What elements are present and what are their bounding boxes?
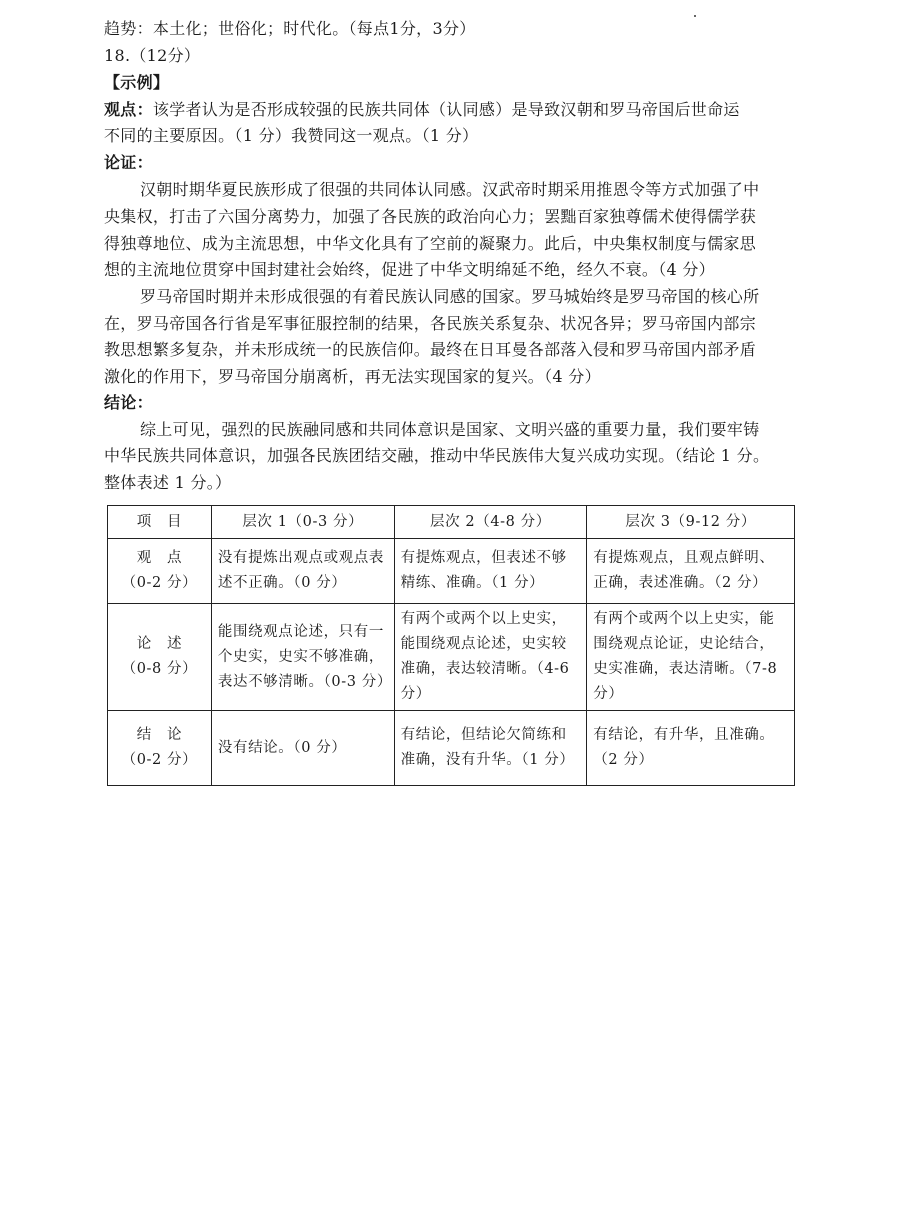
viewpoint-line-2: 不同的主要原因。（1 分）我赞同这一观点。（1 分） <box>104 126 479 145</box>
table-row-conclusion <box>108 711 795 786</box>
row-item-score: （0-8 分） <box>121 661 198 677</box>
example-heading: 【示例】 <box>104 73 170 92</box>
conclusion-line-3: 整体表述 1 分。） <box>104 473 232 492</box>
argument-p1-line-1: 汉朝时期华夏民族形成了很强的共同体认同感。汉武帝时期采用推恩令等方式加强了中 <box>140 180 760 199</box>
row-item-name: 结 论 <box>136 727 183 743</box>
viewpoint-label: 观点： <box>104 100 153 119</box>
conclusion-label: 结论： <box>104 393 153 412</box>
conclusion-line-1: 综上可见，强烈的民族融同感和共同体意识是国家、文明兴盛的重要力量，我们要牢铸 <box>140 420 760 439</box>
cell-argument-level-3: 有两个或两个以上史实，能围绕观点论证，史论结合，史实准确，表达清晰。（7-8 分） <box>587 604 795 711</box>
header-item: 项 目 <box>108 506 212 539</box>
trend-line: 趋势：本土化；世俗化；时代化。（每点1分，3分） <box>104 19 476 38</box>
argument-label: 论证： <box>104 153 153 172</box>
row-item-argument <box>108 604 212 711</box>
row-item-name: 论 述 <box>136 636 183 652</box>
argument-p1-line-2: 央集权，打击了六国分离势力，加强了各民族的政治向心力；罢黜百家独尊儒术使得儒学获 <box>104 207 757 226</box>
header-level-2: 层次 2（4-8 分） <box>394 506 587 539</box>
argument-p2-line-4: 激化的作用下，罗马帝国分崩离析，再无法实现国家的复兴。（4 分） <box>104 367 601 386</box>
viewpoint-text-1: 该学者认为是否形成较强的民族共同体（认同感）是导致汉朝和罗马帝国后世命运 <box>152 100 740 119</box>
cell-viewpoint-level-1: 没有提炼出观点或观点表述不正确。（0 分） <box>211 539 394 604</box>
argument-p2-line-3: 教思想繁多复杂，并未形成统一的民族信仰。最终在日耳曼各部落入侵和罗马帝国内部矛盾 <box>104 340 757 359</box>
cell-argument-level-1: 能围绕观点论述，只有一个史实，史实不够准确，表达不够清晰。（0-3 分） <box>211 604 394 711</box>
header-level-3: 层次 3（9-12 分） <box>587 506 795 539</box>
cell-argument-level-2: 有两个或两个以上史实，能围绕观点论述，史实较准确，表达较清晰。（4-6 分） <box>394 604 587 711</box>
cell-conclusion-level-3: 有结论，有升华，且准确。（2 分） <box>587 711 795 786</box>
row-item-score: （0-2 分） <box>121 752 198 768</box>
cell-conclusion-level-1: 没有结论。（0 分） <box>211 711 394 786</box>
argument-p1-line-3: 得独尊地位、成为主流思想，中华文化具有了空前的凝聚力。此后，中央集权制度与儒家思 <box>104 234 757 253</box>
argument-p2-line-2: 在，罗马帝国各行省是军事征服控制的结果，各民族关系复杂、状况各异；罗马帝国内部宗 <box>104 314 757 333</box>
question-number: 18.（12分） <box>104 46 201 65</box>
table-row-argument <box>108 604 795 711</box>
row-item-name: 观 点 <box>136 550 183 566</box>
cell-viewpoint-level-2: 有提炼观点，但表述不够精练、准确。（1 分） <box>394 539 587 604</box>
cell-viewpoint-level-3: 有提炼观点，且观点鲜明、正确，表述准确。（2 分） <box>587 539 795 604</box>
row-item-viewpoint <box>108 539 212 604</box>
header-level-1: 层次 1（0-3 分） <box>211 506 394 539</box>
argument-p2-line-1: 罗马帝国时期并未形成很强的有着民族认同感的国家。罗马城始终是罗马帝国的核心所 <box>140 287 760 306</box>
row-item-conclusion <box>108 711 212 786</box>
cell-conclusion-level-2: 有结论，但结论欠简练和准确，没有升华。（1 分） <box>394 711 587 786</box>
table-row-viewpoint <box>108 539 795 604</box>
row-item-score: （0-2 分） <box>121 575 198 591</box>
table-header-row <box>108 506 795 539</box>
argument-p1-line-4: 想的主流地位贯穿中国封建社会始终，促进了中华文明绵延不绝，经久不衰。（4 分） <box>104 260 715 279</box>
viewpoint-line-1 <box>104 96 816 123</box>
conclusion-line-2: 中华民族共同体意识，加强各民族团结交融，推动中华民族伟大复兴成功实现。（结论 1 分。 <box>104 446 770 465</box>
scoring-rubric-table <box>107 505 795 786</box>
